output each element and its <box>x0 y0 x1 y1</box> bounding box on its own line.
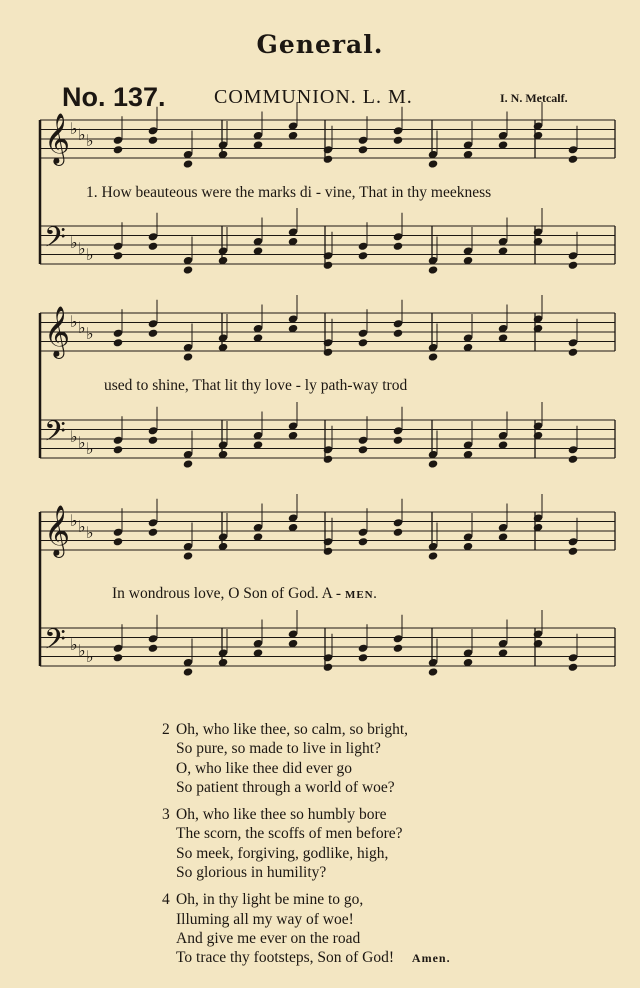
note-head <box>323 155 334 164</box>
verse-line: Oh, in thy light be mine to go, <box>176 891 364 909</box>
note-head <box>393 329 404 338</box>
bass-clef: 𝄢 <box>44 415 66 455</box>
verse-line-text: To trace thy footsteps, Son of God! <box>176 949 395 967</box>
note-head <box>183 159 194 168</box>
note-head <box>568 663 579 672</box>
composer-credit: I. N. Metcalf. <box>500 91 568 105</box>
flat-sign: ♭ <box>86 439 94 458</box>
note-head <box>428 459 439 468</box>
treble-clef: 𝄞 <box>44 505 71 556</box>
verse-3 <box>162 805 451 882</box>
note-head <box>113 445 124 454</box>
note-head <box>323 663 334 672</box>
verse-number: 4 <box>162 891 170 909</box>
lyric-line-3 <box>112 585 377 603</box>
flat-sign: ♭ <box>70 119 78 138</box>
bass-clef: 𝄢 <box>44 221 66 261</box>
verses-block <box>162 720 451 977</box>
verse-number: 3 <box>162 806 170 824</box>
bass-clef: 𝄢 <box>44 623 66 663</box>
note-head <box>323 348 334 357</box>
note-head <box>148 528 159 537</box>
note-head <box>568 261 579 270</box>
note-head <box>148 436 159 445</box>
lyric-line-3-text: In wondrous love, O Son of God. A - <box>112 585 342 602</box>
flat-sign: ♭ <box>78 641 86 660</box>
note-head <box>148 242 159 251</box>
note-head <box>358 251 369 260</box>
note-head <box>428 159 439 168</box>
verse-number: 2 <box>162 721 170 738</box>
note-head <box>323 455 334 464</box>
note-head <box>358 653 369 662</box>
verse-line: And give me ever on the road <box>176 929 361 947</box>
note-head <box>568 547 579 556</box>
flat-sign: ♭ <box>78 517 86 536</box>
flat-sign: ♭ <box>78 125 86 144</box>
note-head <box>358 537 369 546</box>
note-head <box>358 445 369 454</box>
flat-sign: ♭ <box>86 523 94 542</box>
note-head <box>568 348 579 357</box>
note-head <box>428 667 439 676</box>
note-head <box>183 551 194 560</box>
note-head <box>113 653 124 662</box>
note-head <box>323 547 334 556</box>
note-head <box>358 145 369 154</box>
hymn-number: No. 137. <box>62 82 166 112</box>
verse-line: So meek, forgiving, godlike, high, <box>176 844 389 862</box>
flat-sign: ♭ <box>70 312 78 331</box>
flat-sign: ♭ <box>70 427 78 446</box>
note-head <box>393 644 404 653</box>
verse-line: The scorn, the scoffs of men before? <box>176 825 403 843</box>
verse-line: Illuming all my way of woe! <box>176 910 354 928</box>
flat-sign: ♭ <box>70 511 78 530</box>
treble-clef: 𝄞 <box>44 113 71 164</box>
section-title: General. <box>256 30 384 59</box>
note-head <box>148 644 159 653</box>
note-head <box>183 352 194 361</box>
note-head <box>183 667 194 676</box>
flat-sign: ♭ <box>86 245 94 264</box>
verse-4 <box>162 890 451 968</box>
note-head <box>428 551 439 560</box>
flat-sign: ♭ <box>70 233 78 252</box>
amen-ending: Amen. <box>411 951 451 966</box>
verse-line: O, who like thee did ever go <box>176 759 353 777</box>
amen-lyric: MEN. <box>344 589 378 601</box>
flat-sign: ♭ <box>78 318 86 337</box>
note-head <box>568 455 579 464</box>
flat-sign: ♭ <box>86 131 94 150</box>
flat-sign: ♭ <box>78 433 86 452</box>
verse-line: So glorious in humility? <box>176 864 327 882</box>
note-head <box>183 265 194 274</box>
flat-sign: ♭ <box>86 647 94 666</box>
flat-sign: ♭ <box>86 324 94 343</box>
note-head <box>393 436 404 445</box>
verse-line: So patient through a world of woe? <box>176 778 395 796</box>
note-head <box>148 329 159 338</box>
treble-clef: 𝄞 <box>44 306 71 357</box>
note-head <box>393 136 404 145</box>
note-head <box>113 537 124 546</box>
tune-name: COMMUNION. L. M. <box>214 86 413 108</box>
verse-line: Oh, who like thee, so calm, so bright, <box>176 721 409 738</box>
verse-2 <box>162 720 451 797</box>
lyric-line-2: used to shine, That lit thy love - ly path-way trod <box>104 377 408 394</box>
note-head <box>393 242 404 251</box>
note-head <box>113 251 124 260</box>
note-head <box>113 338 124 347</box>
note-head <box>148 136 159 145</box>
note-head <box>393 528 404 537</box>
note-head <box>568 155 579 164</box>
flat-sign: ♭ <box>78 239 86 258</box>
note-head <box>428 352 439 361</box>
verse-line: So pure, so made to live in light? <box>176 740 381 758</box>
note-head <box>428 265 439 274</box>
note-head <box>113 145 124 154</box>
lyric-line-1: 1. How beauteous were the marks di - vine, That in thy meekness <box>86 184 492 201</box>
note-head <box>183 459 194 468</box>
verse-line <box>176 948 451 968</box>
verse-line: Oh, who like thee so humbly bore <box>176 806 387 824</box>
note-head <box>323 261 334 270</box>
flat-sign: ♭ <box>70 635 78 654</box>
note-head <box>358 338 369 347</box>
